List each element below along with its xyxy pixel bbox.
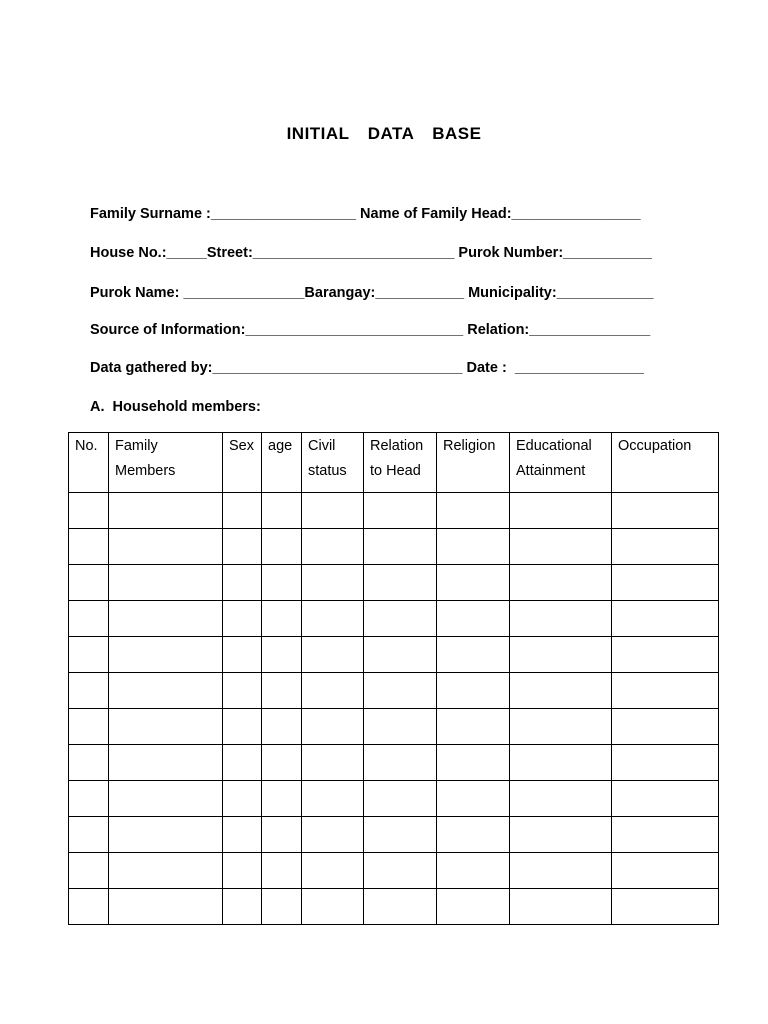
table-cell[interactable]	[510, 637, 612, 673]
table-cell[interactable]	[262, 709, 302, 745]
source-relation-line: Source of Information:___________________________ Relation:_______________	[90, 322, 651, 338]
table-cell[interactable]	[437, 493, 510, 529]
table-cell[interactable]	[437, 745, 510, 781]
table-cell[interactable]	[364, 673, 437, 709]
table-cell[interactable]	[223, 817, 262, 853]
table-cell[interactable]	[510, 745, 612, 781]
table-cell[interactable]	[262, 817, 302, 853]
table-row	[69, 709, 719, 745]
table-cell[interactable]	[69, 745, 109, 781]
table-cell[interactable]	[262, 889, 302, 925]
table-cell[interactable]	[437, 889, 510, 925]
table-cell[interactable]	[223, 565, 262, 601]
table-cell[interactable]	[364, 565, 437, 601]
table-cell[interactable]	[223, 673, 262, 709]
header-age: age	[262, 433, 302, 493]
table-cell[interactable]	[364, 637, 437, 673]
table-cell[interactable]	[302, 637, 364, 673]
table-cell[interactable]	[109, 529, 223, 565]
header-educational-attainment: Educational Attainment	[510, 433, 612, 493]
table-cell[interactable]	[109, 709, 223, 745]
table-cell[interactable]	[262, 601, 302, 637]
table-cell[interactable]	[69, 493, 109, 529]
table-cell[interactable]	[302, 529, 364, 565]
table-cell[interactable]	[109, 817, 223, 853]
table-cell[interactable]	[510, 565, 612, 601]
table-cell[interactable]	[302, 493, 364, 529]
table-cell[interactable]	[109, 493, 223, 529]
table-cell[interactable]	[302, 853, 364, 889]
table-cell[interactable]	[109, 601, 223, 637]
table-cell[interactable]	[109, 565, 223, 601]
table-cell[interactable]	[510, 493, 612, 529]
table-cell[interactable]	[109, 673, 223, 709]
table-cell[interactable]	[437, 601, 510, 637]
table-cell[interactable]	[302, 817, 364, 853]
table-cell[interactable]	[223, 601, 262, 637]
table-cell[interactable]	[510, 889, 612, 925]
table-row	[69, 637, 719, 673]
table-cell[interactable]	[437, 709, 510, 745]
table-cell[interactable]	[109, 781, 223, 817]
table-cell[interactable]	[69, 817, 109, 853]
table-cell[interactable]	[69, 889, 109, 925]
table-cell[interactable]	[109, 745, 223, 781]
table-cell[interactable]	[302, 601, 364, 637]
table-cell[interactable]	[364, 781, 437, 817]
table-cell[interactable]	[69, 601, 109, 637]
table-cell[interactable]	[364, 853, 437, 889]
table-cell[interactable]	[69, 529, 109, 565]
table-cell[interactable]	[612, 781, 719, 817]
table-cell[interactable]	[510, 817, 612, 853]
table-cell[interactable]	[69, 853, 109, 889]
table-row	[69, 493, 719, 529]
table-cell[interactable]	[612, 673, 719, 709]
table-cell[interactable]	[302, 673, 364, 709]
table-cell[interactable]	[223, 637, 262, 673]
table-cell[interactable]	[223, 529, 262, 565]
table-cell[interactable]	[262, 565, 302, 601]
table-cell[interactable]	[302, 745, 364, 781]
table-cell[interactable]	[223, 889, 262, 925]
table-cell[interactable]	[437, 673, 510, 709]
table-cell[interactable]	[69, 565, 109, 601]
table-cell[interactable]	[262, 745, 302, 781]
table-cell[interactable]	[364, 493, 437, 529]
header-religion: Religion	[437, 433, 510, 493]
form-title: INITIAL DATA BASE	[286, 124, 482, 143]
household-members-heading: A. Household members:	[90, 399, 261, 415]
family-surname-and-head-line: Family Surname :__________________ Name of Family Head:________________	[90, 206, 641, 222]
table-cell[interactable]	[302, 889, 364, 925]
table-cell[interactable]	[364, 529, 437, 565]
table-cell[interactable]	[612, 601, 719, 637]
table-cell[interactable]	[262, 529, 302, 565]
header-civil-status: Civil status	[302, 433, 364, 493]
table-cell[interactable]	[302, 709, 364, 745]
table-cell[interactable]	[612, 853, 719, 889]
table-cell[interactable]	[510, 601, 612, 637]
table-cell[interactable]	[612, 745, 719, 781]
table-row	[69, 853, 719, 889]
table-cell[interactable]	[262, 673, 302, 709]
header-no: No.	[69, 433, 109, 493]
table-cell[interactable]	[364, 745, 437, 781]
table-cell[interactable]	[262, 637, 302, 673]
table-cell[interactable]	[437, 565, 510, 601]
table-cell[interactable]	[612, 529, 719, 565]
table-cell[interactable]	[69, 673, 109, 709]
table-cell[interactable]	[223, 781, 262, 817]
table-cell[interactable]	[364, 889, 437, 925]
table-row	[69, 673, 719, 709]
header-family-members: Family Members	[109, 433, 223, 493]
table-cell[interactable]	[364, 817, 437, 853]
table-cell[interactable]	[109, 853, 223, 889]
table-cell[interactable]	[364, 709, 437, 745]
table-cell[interactable]	[262, 781, 302, 817]
table-cell[interactable]	[109, 637, 223, 673]
table-row	[69, 529, 719, 565]
table-cell[interactable]	[262, 493, 302, 529]
purok-barangay-municipality-line: Purok Name: _______________Barangay:___________ Municipality:____________	[90, 285, 654, 301]
table-cell[interactable]	[364, 601, 437, 637]
table-cell[interactable]	[612, 493, 719, 529]
table-cell[interactable]	[612, 889, 719, 925]
table-cell[interactable]	[262, 853, 302, 889]
table-cell[interactable]	[437, 637, 510, 673]
gathered-by-date-line: Data gathered by:_______________________________ Date : ________________	[90, 360, 644, 376]
header-occupation: Occupation	[612, 433, 719, 493]
table-cell[interactable]	[612, 709, 719, 745]
table-cell[interactable]	[612, 565, 719, 601]
table-cell[interactable]	[437, 781, 510, 817]
table-row	[69, 601, 719, 637]
header-relation-to-head: Relation to Head	[364, 433, 437, 493]
table-cell[interactable]	[69, 709, 109, 745]
table-cell[interactable]	[223, 745, 262, 781]
table-cell[interactable]	[510, 781, 612, 817]
table-cell[interactable]	[302, 781, 364, 817]
table-cell[interactable]	[510, 673, 612, 709]
table-cell[interactable]	[69, 781, 109, 817]
table-cell[interactable]	[223, 709, 262, 745]
table-cell[interactable]	[109, 889, 223, 925]
table-row	[69, 889, 719, 925]
table-cell[interactable]	[437, 817, 510, 853]
table-row	[69, 817, 719, 853]
table-cell[interactable]	[510, 853, 612, 889]
header-sex: Sex	[223, 433, 262, 493]
table-cell[interactable]	[223, 493, 262, 529]
table-cell[interactable]	[510, 529, 612, 565]
table-row	[69, 781, 719, 817]
table-cell[interactable]	[437, 853, 510, 889]
table-header-row	[69, 433, 719, 493]
table-row	[69, 745, 719, 781]
table-cell[interactable]	[612, 817, 719, 853]
table-cell[interactable]	[69, 637, 109, 673]
table-cell[interactable]	[510, 709, 612, 745]
table-row	[69, 565, 719, 601]
table-cell[interactable]	[612, 637, 719, 673]
table-cell[interactable]	[437, 529, 510, 565]
house-street-purok-number-line: House No.:_____Street:_________________________ Purok Number:___________	[90, 245, 652, 261]
household-members-table	[68, 432, 719, 925]
table-cell[interactable]	[302, 565, 364, 601]
table-cell[interactable]	[223, 853, 262, 889]
